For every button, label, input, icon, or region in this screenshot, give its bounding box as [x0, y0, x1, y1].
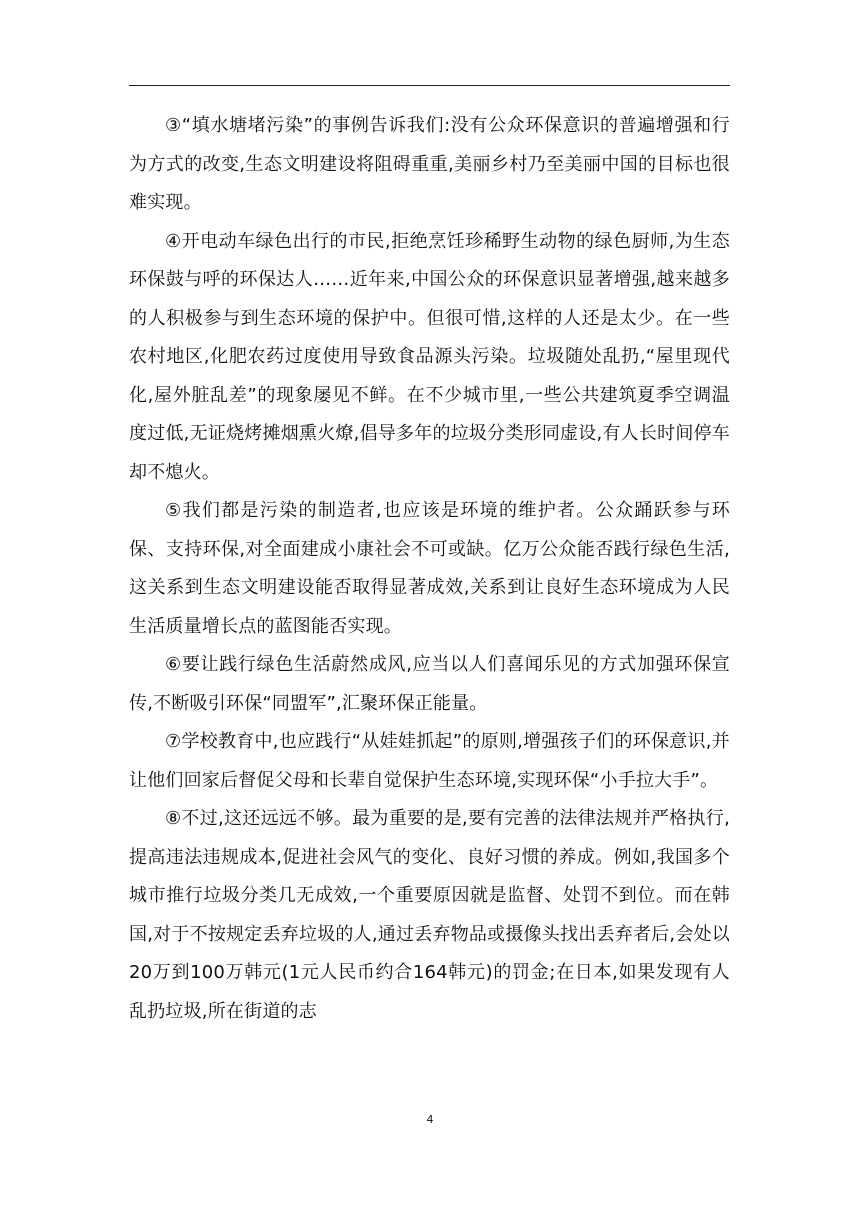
- paragraph-5: ⑤我们都是污染的制造者,也应该是环境的维护者。公众踊跃参与环保、支持环保,对全面建成小康社会不可或缺。亿万公众能否践行绿色生活,这关系到生态文明建设能否取得显著成效,关系到让良好生态环境成为人民生活质量增长点的蓝图能否实现。: [129, 500, 730, 637]
- document-body: [129, 107, 730, 1031]
- paragraph-6: ⑥要让践行绿色生活蔚然成风,应当以人们喜闻乐见的方式加强环保宣传,不断吸引环保“同盟军”,汇聚环保正能量。: [129, 654, 730, 714]
- page-number: 4: [426, 1113, 434, 1126]
- paragraph-8: ⑧不过,这还远远不够。最为重要的是,要有完善的法律法规并严格执行,提高违法违规成本,促进社会风气的变化、良好习惯的养成。例如,我国多个城市推行垃圾分类几无成效,一个重要原因就是监督、处罚不到位。而在韩国,对于不按规定丢弃垃圾的人,通过丢弃物品或摄像头找出丢弃者后,会处以20万到100万韩元(1元人民币约合164韩元)的罚金;在日本,如果发现有人乱扔垃圾,所在街道的志: [129, 808, 730, 1022]
- paragraph-3: ③“填水塘堵污染”的事例告诉我们:没有公众环保意识的普遍增强和行为方式的改变,生态文明建设将阻碍重重,美丽乡村乃至美丽中国的目标也很难实现。: [129, 115, 730, 213]
- header-rule: [129, 85, 730, 86]
- paragraph-4: ④开电动车绿色出行的市民,拒绝烹饪珍稀野生动物的绿色厨师,为生态环保鼓与呼的环保达人……近年来,中国公众的环保意识显著增强,越来越多的人积极参与到生态环境的保护中。但很可惜,这样的人还是太少。在一些农村地区,化肥农药过度使用导致食品源头污染。垃圾随处乱扔,“屋里现代化,屋外脏乱差”的现象屡见不鲜。在不少城市里,一些公共建筑夏季空调温度过低,无证烧烤摊烟熏火燎,倡导多年的垃圾分类形同虚设,有人长时间停车却不熄火。: [129, 230, 730, 483]
- paragraph-7: ⑦学校教育中,也应践行“从娃娃抓起”的原则,增强孩子们的环保意识,并让他们回家后督促父母和长辈自觉保护生态环境,实现环保“小手拉大手”。: [129, 731, 730, 791]
